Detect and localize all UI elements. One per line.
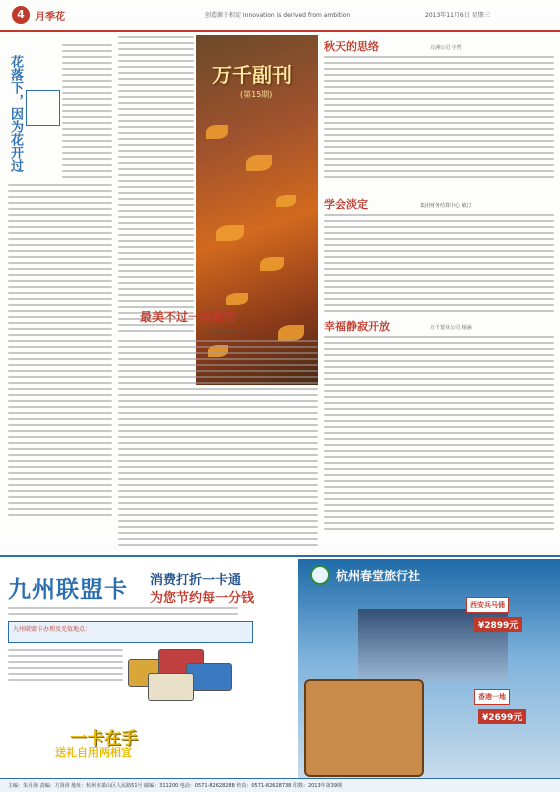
header-slogan: 创造源于积淀 Innovation is derived from ambition xyxy=(205,12,351,19)
travel-ad xyxy=(298,559,560,781)
ad-address-text xyxy=(8,649,123,685)
ad-location-box xyxy=(8,621,253,643)
tour-tag-1: 西安兵马俑 xyxy=(466,597,509,613)
page-number: 4 xyxy=(12,6,30,24)
snow-article-byline: 集团财务结算中心 敏汀 xyxy=(420,203,472,209)
supplement-title: 万千副刊 xyxy=(212,63,292,87)
smile-article-body xyxy=(118,340,318,550)
leaf-decoration xyxy=(278,325,304,341)
ad-brand: 九州联盟卡 xyxy=(8,577,128,603)
ad-card-samples xyxy=(128,649,243,701)
quiet-article-byline: 万千置业公司 杨涵 xyxy=(430,325,472,331)
smile-article-title: 最美不过一缕微笑 xyxy=(140,310,237,324)
travel-brand: 杭州春堂旅行社 xyxy=(336,569,421,583)
header-date: 2013年11月6日 星期三 xyxy=(425,12,490,19)
ad-line-1: 消费打折一卡通 xyxy=(150,573,242,588)
leaf-decoration xyxy=(246,155,272,171)
left-article-title: 花落下，因为花开过 xyxy=(8,55,23,172)
leaf-decoration xyxy=(206,125,228,139)
left-article-body xyxy=(62,44,112,182)
ad-slogan-sub: 送礼自用两相宜 xyxy=(55,746,132,759)
smile-article-byline: 万千置业公司 小悦 xyxy=(205,329,247,335)
autumn-article-body xyxy=(324,56,554,182)
leaf-decoration xyxy=(226,293,248,305)
leaf-decoration xyxy=(216,225,244,241)
section-name: 月季花 xyxy=(35,12,65,23)
snow-article-body xyxy=(324,214,554,316)
ad-location-label: 九州联盟卡办理及充值地点： xyxy=(13,626,92,633)
left-article-byline-box xyxy=(26,90,60,126)
quiet-article-title: 幸福静寂开放 xyxy=(324,320,390,333)
page-header xyxy=(0,0,560,32)
leaf-decoration xyxy=(260,257,284,271)
quiet-article-body xyxy=(324,336,554,534)
advertisement xyxy=(0,555,560,780)
tour-price-2: ¥2699元 xyxy=(478,709,526,724)
suitcase-image xyxy=(304,679,424,777)
ad-line-2: 为您节约每一分钱 xyxy=(150,591,255,606)
autumn-article-byline: 万洲公司 宇哲 xyxy=(430,45,462,51)
ad-slogan-main: 一卡在手 xyxy=(70,729,138,749)
leaf-decoration xyxy=(276,195,296,207)
left-article-body-2 xyxy=(8,184,112,520)
membership-card xyxy=(148,673,194,701)
ad-info-text xyxy=(8,607,238,619)
smile-article-body-upper xyxy=(118,36,194,336)
travel-logo-icon xyxy=(310,565,330,585)
issue-number: (第15期) xyxy=(240,90,273,99)
page-footer: 主编：朱月海 责编：方贤涛 地址：杭州市萧山区人民路51号 邮编：311200 电话：0571-82628288 传真：0571-82628738 印数：2013年第39期 xyxy=(0,778,560,792)
tour-price-1: ¥2899元 xyxy=(474,617,522,632)
autumn-article-title: 秋天的思络 xyxy=(324,40,379,53)
tour-tag-2: 香港一地 xyxy=(474,689,510,705)
snow-article-title: 学会淡定 xyxy=(324,198,368,211)
